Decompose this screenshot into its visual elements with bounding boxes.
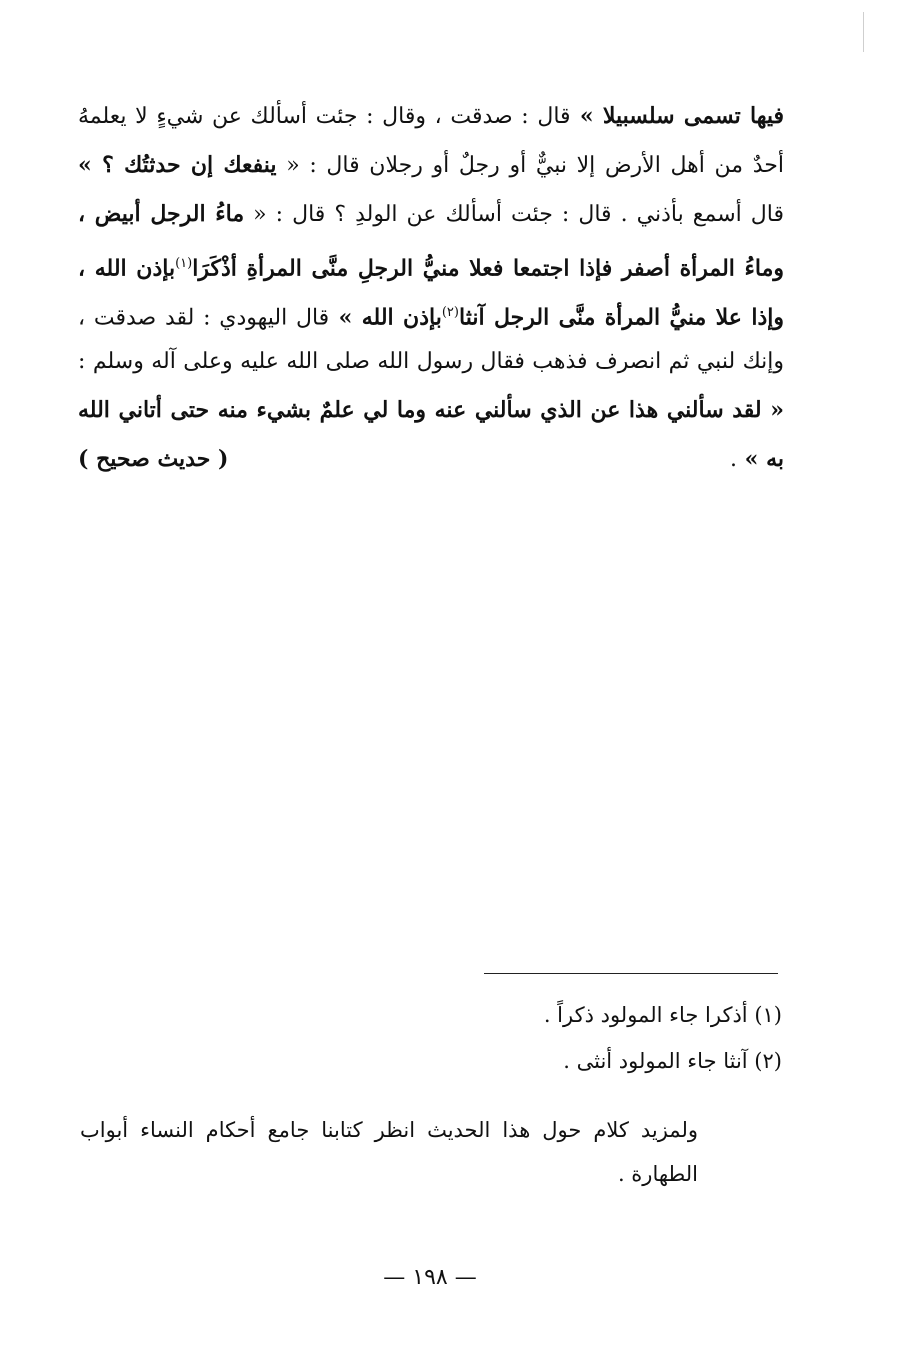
- text-line-6: [78, 337, 784, 386]
- footnote-ref-1: (١): [175, 256, 193, 271]
- text-segment: به »: [737, 446, 784, 472]
- text-segment: « لقد سألني هذا عن الذي سألني عنه وما لي علمٌ بشيء منه حتى أتاني الله: [78, 397, 784, 423]
- note-line-2: الطهارة .: [617, 1162, 698, 1186]
- text-segment: أحدٌ من أهل الأرض إلا نبيٌّ أو رجلٌ أو رجلان قال : «: [276, 153, 785, 178]
- footnote-separator: [484, 973, 778, 974]
- note-line-1: ولمزيد كلام حول هذا الحديث انظر كتابنا جامع أحكام النساء أبواب: [80, 1118, 698, 1142]
- text-segment: بإذن الله ،: [78, 255, 176, 282]
- text-line-2: [78, 141, 784, 190]
- text-segment: قال اليهودي : لقد صدقت ،: [78, 305, 330, 331]
- scan-margin-mark: [853, 12, 864, 52]
- text-segment: وماءُ المرأة أصفر فإذا اجتمعا فعلا منيُّ الرجلِ منَّى المرأةِ أذْكَرَا: [192, 255, 784, 282]
- text-line-3: [78, 190, 784, 239]
- text-line-5: [78, 288, 784, 337]
- text-segment: ينفعك إن حدثتُك ؟ »: [78, 152, 277, 178]
- text-segment: قال أسمع بأذني . قال : جئت أسألك عن الولدِ ؟ قال : «: [244, 202, 784, 227]
- hadith-text: [78, 92, 784, 484]
- page-number: — ١٩٨ —: [383, 1265, 477, 1290]
- text-segment: وإذا علا منيُّ المرأة منَّى الرجل آنثا: [458, 304, 784, 331]
- text-line-4: [78, 239, 784, 288]
- reference-note: [80, 1108, 698, 1196]
- footnote-1: (١) أذكرا جاء المولود ذكراً .: [543, 1003, 782, 1027]
- text-line-1: [78, 92, 784, 141]
- text-segment: بإذن الله »: [329, 304, 442, 331]
- footnote-ref-2: (٢): [441, 305, 459, 320]
- text-segment: فيها تسمى سلسبيلا »: [570, 103, 784, 129]
- text-segment: وإنك لنبي ثم انصرف فذهب فقال رسول الله صلى الله عليه وعلى آله وسلم :: [78, 349, 784, 374]
- hadith-grade: ( حديث صحيح ): [78, 446, 229, 472]
- text-segment: قال : صدقت ، وقال : جئت أسألك عن شيءٍ لا يعلمهُ: [78, 104, 571, 129]
- text-line-8: [78, 435, 784, 484]
- footnotes: [300, 992, 782, 1084]
- text-segment: .: [730, 447, 737, 472]
- footnote-2: (٢) آنثا جاء المولود أنثى .: [563, 1049, 782, 1073]
- text-segment: ماءُ الرجل أبيض ،: [78, 201, 245, 227]
- text-line-7: [78, 386, 784, 435]
